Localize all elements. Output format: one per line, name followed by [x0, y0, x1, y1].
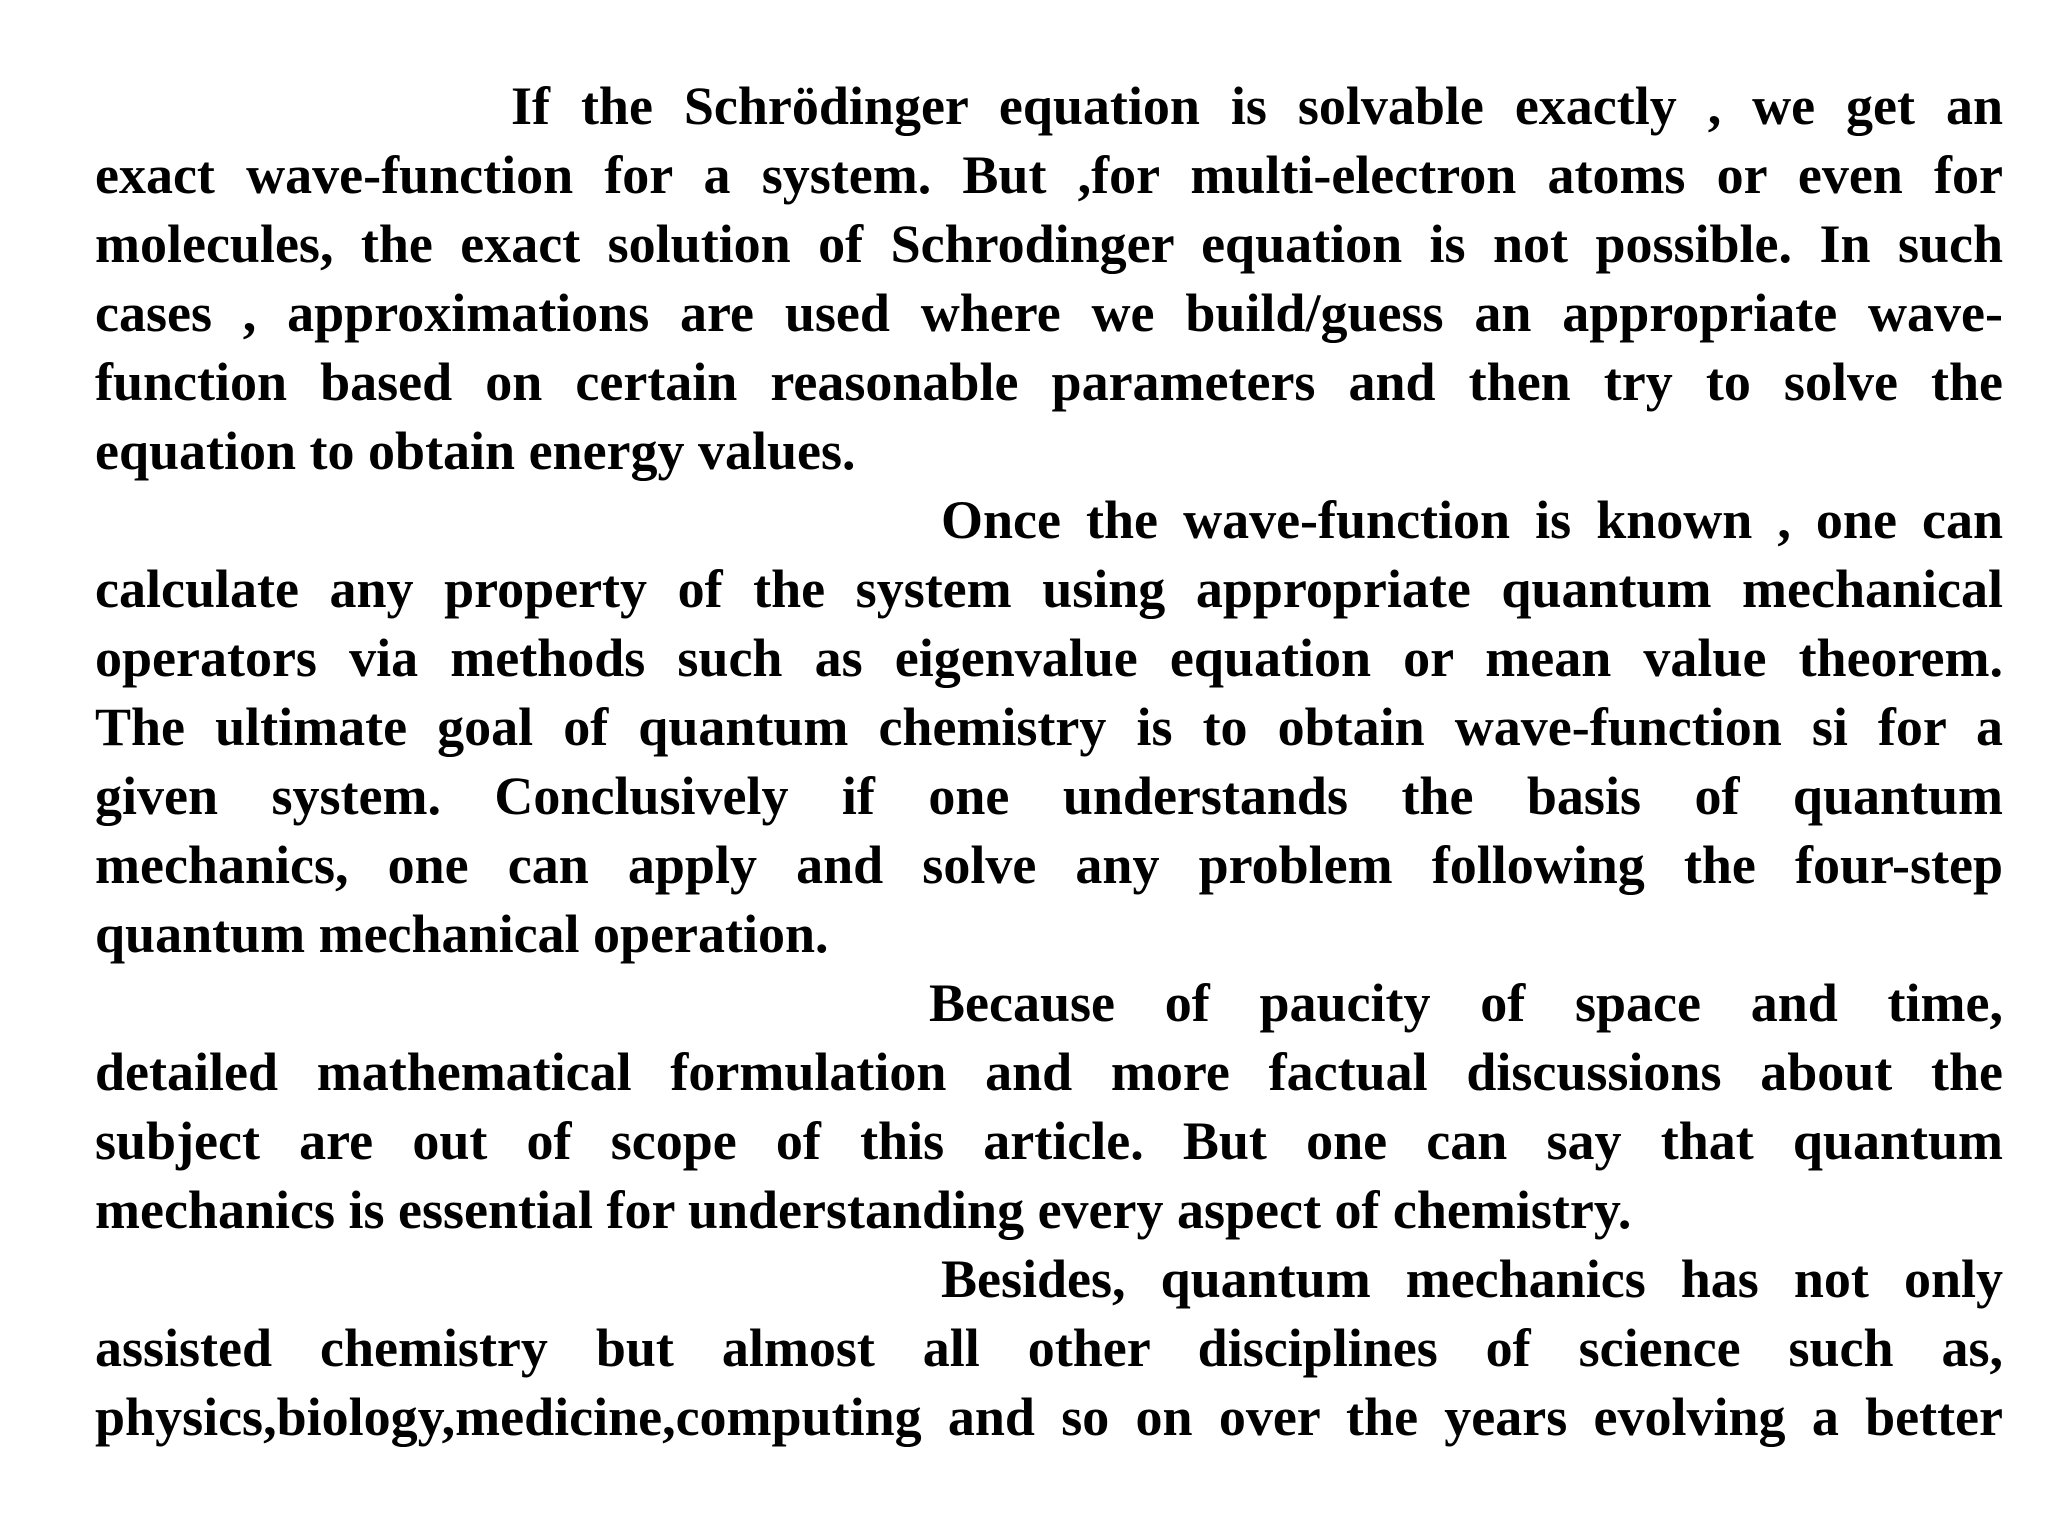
text-line: calculate any property of the system using appropriate quantum mechanical	[95, 559, 2003, 619]
text-line: mechanics, one can apply and solve any problem following the four-step	[95, 835, 2003, 895]
text-line: mechanics is essential for understanding every aspect of chemistry.	[95, 1180, 1632, 1240]
text-line: given system. Conclusively if one understands the basis of quantum	[95, 766, 2003, 826]
text-line: subject are out of scope of this article. But one can say that quantum	[95, 1111, 2003, 1171]
text-line: Once the wave-function is known , one can	[941, 490, 2003, 550]
paragraph-2	[95, 486, 2003, 969]
text-line: cases , approximations are used where we build/guess an appropriate wave-	[95, 283, 2003, 343]
text-line: molecules, the exact solution of Schrodinger equation is not possible. In such	[95, 214, 2003, 274]
text-line: equation to obtain energy values.	[95, 421, 856, 481]
text-line: Besides, quantum mechanics has not only	[941, 1249, 2003, 1309]
text-line: detailed mathematical formulation and more factual discussions about the	[95, 1042, 2003, 1102]
paragraph-3	[95, 969, 2003, 1245]
text-line: operators via methods such as eigenvalue equation or mean value theorem.	[95, 628, 2003, 688]
text-line: assisted chemistry but almost all other disciplines of science such as,	[95, 1318, 2003, 1378]
text-line: exact wave-function for a system. But ,for multi-electron atoms or even for	[95, 145, 2003, 205]
text-line: quantum mechanical operation.	[95, 904, 829, 964]
text-line: physics,biology,medicine,computing and so on over the years evolving a better	[95, 1387, 2003, 1447]
text-line: Because of paucity of space and time,	[929, 973, 2003, 1033]
paragraph-4	[95, 1245, 2003, 1452]
text-line: If the Schrödinger equation is solvable exactly , we get an	[511, 76, 2003, 136]
text-line: function based on certain reasonable parameters and then try to solve the	[95, 352, 2003, 412]
paragraph-1	[95, 72, 2003, 486]
text-line: The ultimate goal of quantum chemistry is to obtain wave-function si for a	[95, 697, 2003, 757]
document-page	[95, 72, 2003, 1452]
